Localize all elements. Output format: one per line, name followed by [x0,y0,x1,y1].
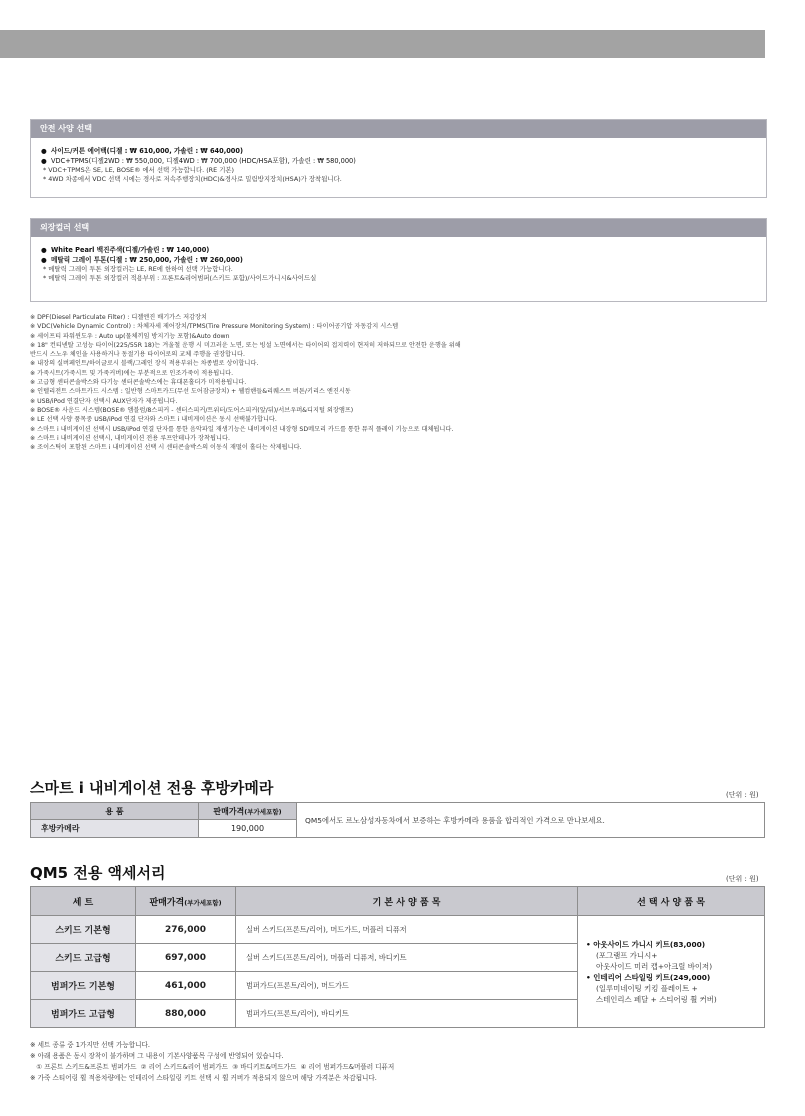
camera-description: QM5에서도 르노삼성자동차에서 보증하는 후방카메라 용품을 합리적인 가격으로 만나보세요. [297,803,765,838]
safety-note: * VDC+TPMS은 SE, LE, BOSE® 에서 선택 가능합니다. (RE 기본) [43,166,235,174]
option-kit-detail: 아웃사이드 미러 캡+아크릴 바이저) [596,961,713,971]
exterior-note: * 메탈릭 그레이 투톤 외장컬러 적용부위 : 프론트&리어범퍼(스키드 포함)/사이드가니시&사이드실 [43,274,317,282]
set-price: 697,000 [136,944,236,972]
set-basic-items: 범퍼가드(프론트/리어), 머드가드 [236,972,578,1000]
note-line: ※ 스마트 i 내비게이션 선택시 USB/iPod 연결 단자를 통한 음악파일 재생기능은 내비게이션 내장형 SD메모리 카드를 통한 뮤직 플레이 기능으로 대체됩니다. [30,425,454,433]
footnote-line: ※ 아래 용품은 동시 장착이 불가하며 그 내용이 기본사양품목 구성에 반영되어 있습니다. [30,1052,284,1060]
set-basic-items: 범퍼가드(프론트/리어), 바디키트 [236,1000,578,1028]
footnote-line: ※ 가죽 스티어링 휠 적용차량에는 인테리어 스타일링 키트 선택 시 휠 커버가 적용되지 않으며 해당 가격분은 차감됩니다. [30,1074,377,1082]
option-kit-title: • 아웃사이드 가니시 키트(83,000) [586,939,706,949]
safety-panel-title: 안전 사양 선택 [31,120,766,138]
option-kit-title: • 인테리어 스타일링 키트(249,000) [586,972,711,982]
footnote-line: ① 프론트 스키드&프론트 범퍼가드 ② 리어 스키드&리어 범퍼가드 ③ 바디키트&머드가드 ④ 리어 범퍼가드&머플러 디퓨저 [30,1063,395,1071]
note-line: ※ 스마트 i 내비게이션 선택시, 내비게이션 전용 루프안테나가 장착됩니다. [30,434,230,442]
safety-note: * 4WD 차종에서 VDC 선택 시에는 경사로 저속주행장치(HDC)&경사로 밀림방지장치(HSA)가 장착됩니다. [43,175,342,183]
bullet-icon: ● [41,147,47,155]
option-kit-detail: 스테인리스 페달 + 스티어링 휠 커버) [596,994,717,1004]
camera-table [30,802,765,838]
set-name: 스키드 기본형 [31,916,136,944]
note-line: ※ 가죽시트(가죽시트 및 가죽커버)에는 부분적으로 인조가죽이 적용됩니다. [30,369,234,377]
bullet-icon: ● [41,246,47,254]
note-line: ※ USB/iPod 연결단자 선택시 AUX단자가 제공됩니다. [30,397,178,405]
note-line: ※ BOSE® 사운드 시스템(BOSE® 앰블럼/8스피커 - 센터스피커/트위터/도어스피커(앞/뒤)/서브우퍼&디지털 외장앰프) [30,406,354,414]
accessory-footnotes [30,1040,770,1084]
safety-options-panel [30,119,767,198]
note-line: ※ 인텔리전트 스마트카드 시스템 : 일반형 스마트카드(무선 도어잠금장치) + 웰컴핸들&리퀘스트 버튼/키리스 엔진시동 [30,388,351,396]
col-header-item: 용 품 [31,803,199,820]
col-header-option: 선 택 사 양 품 목 [578,887,765,916]
note-line: ※ LE 선택 사양 품목중 USB/iPod 연결 단자와 스마트 i 내비게이션은 동시 선택불가합니다. [30,416,277,424]
col-header-price: 판매가격(부가세포함) [199,803,297,820]
top-banner [0,30,765,58]
camera-item-price: 190,000 [199,820,297,838]
note-line: ※ 조이스틱이 포함된 스마트 i 내비게이션 선택 시 센터콘솔박스의 이동식 재떨이 홀더는 삭제됩니다. [30,444,302,452]
accessory-table [30,886,765,1028]
option-kit-detail: (포그램프 가니시+ [596,950,658,960]
set-basic-items: 실버 스키드(프론트/리어), 머드가드, 머플러 디퓨저 [236,916,578,944]
table-row [31,916,765,944]
accessory-section-title: QM5 전용 액세서리 [30,864,166,882]
bullet-icon: ● [41,256,47,264]
option-items-cell [578,916,765,1028]
col-header-set: 세 트 [31,887,136,916]
set-price: 880,000 [136,1000,236,1028]
note-line: ※ VDC(Vehicle Dynamic Control) : 차체자세 제어장치/TPMS(Tire Pressure Monitoring System) : 타이어공기압 자동감지 시스템 [30,323,399,331]
set-name: 범퍼가드 고급형 [31,1000,136,1028]
general-notes [30,313,770,452]
note-line: 반드시 스노우 체인을 사용하거나 동절기용 타이어로의 교체 주행을 권장합니다. [30,351,245,359]
safety-bullet: ● 사이드/커튼 에어백(디젤 : ₩ 610,000, 가솔린 : ₩ 640,000) [41,147,243,155]
set-name: 스키드 고급형 [31,944,136,972]
camera-item-name: 후방카메라 [31,820,199,838]
set-price: 461,000 [136,972,236,1000]
exterior-bullet: ● White Pearl 백진주색(디젤/가솔린 : ₩ 140,000) [41,246,210,254]
exterior-panel-title: 외장컬러 선택 [31,219,766,237]
set-price: 276,000 [136,916,236,944]
col-header-price: 판매가격(부가세포함) [136,887,236,916]
set-basic-items: 실버 스키드(프론트/리어), 머플러 디퓨저, 바디키트 [236,944,578,972]
note-line: ※ 세이프티 파워윈도우 : Auto up(물체끼임 방지기능 포함)&Auto down [30,332,230,340]
note-line: ※ 내장의 실버페인트/하이글로시 블랙/그레인 장식 적용부위는 차종별로 상이합니다. [30,360,259,368]
camera-section-title: 스마트 i 내비게이션 전용 후방카메라 [30,779,274,797]
accessory-unit-label: (단위 : 원) [726,875,759,883]
exterior-note: * 메탈릭 그레이 투톤 외장컬러는 LE, RE에 한하여 선택 가능합니다. [43,265,233,273]
safety-bullet: ● VDC+TPMS(디젤2WD : ₩ 550,000, 디젤4WD : ₩ 700,000 (HDC/HSA포함), 가솔린 : ₩ 580,000) [41,157,356,165]
note-line: ※ DPF(Diesel Particulate Filter) : 디젤엔진 배기가스 저감장치 [30,314,208,321]
note-line: ※ 고급형 센터콘솔박스와 다기능 센터콘솔박스에는 휴대폰홀더가 미적용됩니다. [30,379,247,387]
set-name: 범퍼가드 기본형 [31,972,136,1000]
exterior-color-panel [30,218,767,302]
bullet-icon: ● [41,157,47,165]
camera-unit-label: (단위 : 원) [726,791,759,799]
footnote-line: ※ 세트 종류 중 1가지만 선택 가능합니다. [30,1041,150,1049]
col-header-basic: 기 본 사 양 품 목 [236,887,578,916]
note-line: ※ 18" 컨티넨탈 고성능 타이어(225/55R 18)는 겨울철 운행 시 미끄러운 노면, 또는 빙설 노면에서는 타이어의 접지력이 현저히 저하되므로 안전한 운행을 위해 [30,341,461,349]
option-kit-detail: (일루미네이팅 키킹 플레이트 + [596,983,698,993]
exterior-bullet: ● 메탈릭 그레이 투톤(디젤 : ₩ 250,000, 가솔린 : ₩ 260,000) [41,256,243,264]
